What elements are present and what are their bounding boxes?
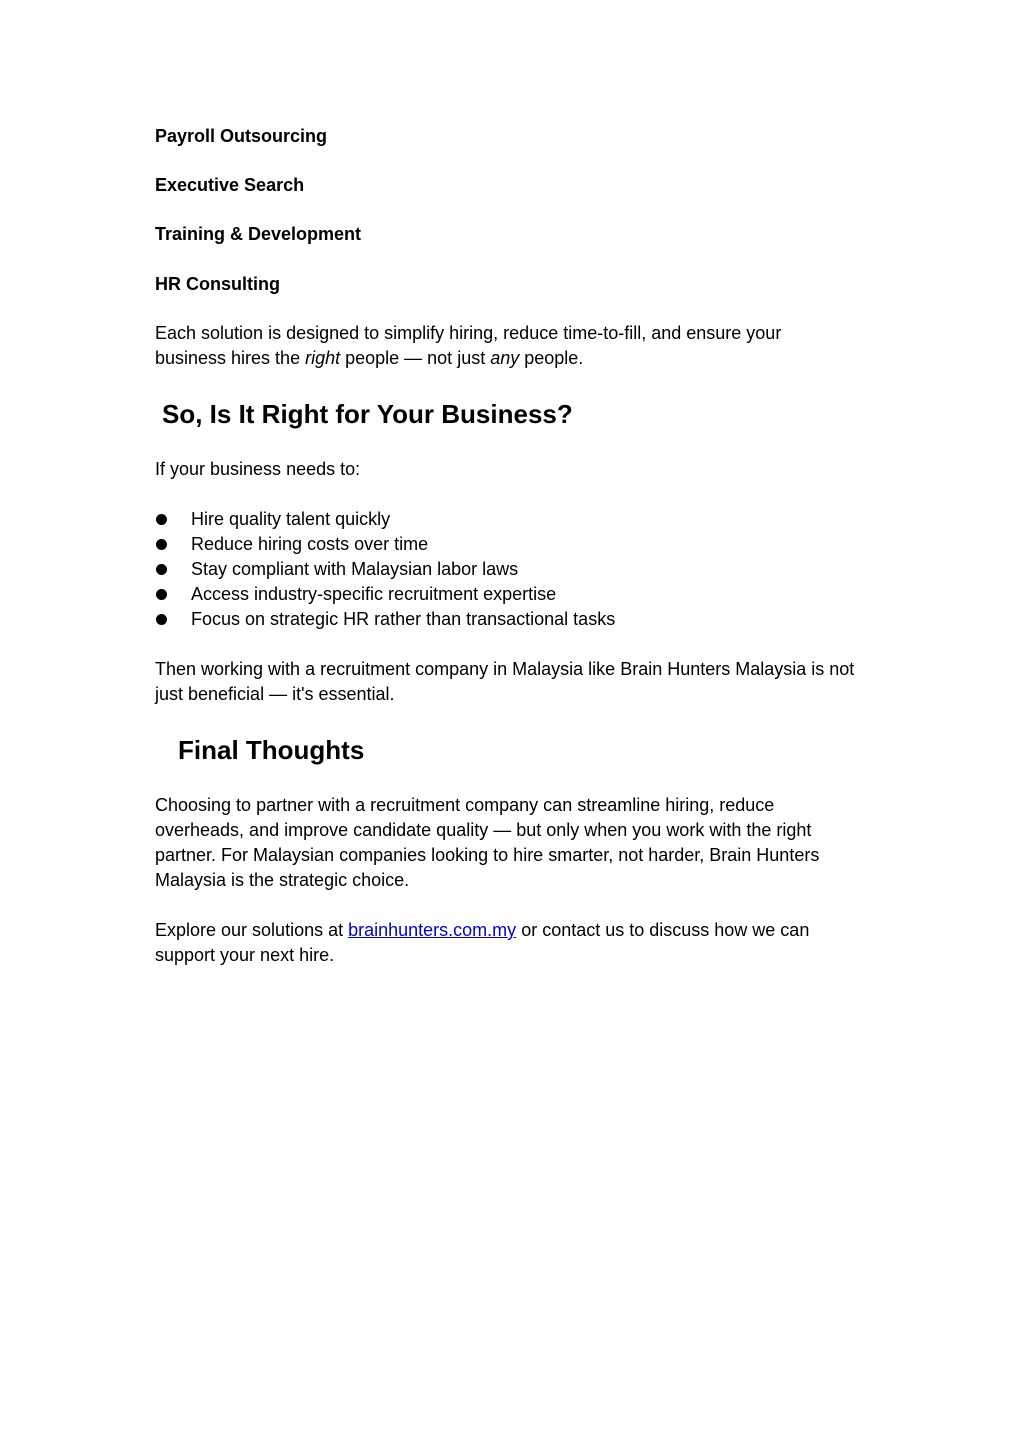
bullet-text: Stay compliant with Malaysian labor laws <box>191 559 519 579</box>
bullet-dot-icon <box>156 614 167 625</box>
list-item <box>155 532 615 557</box>
service-executive-search: Executive Search <box>155 175 305 195</box>
list-item <box>155 607 615 632</box>
intro-text-1: Each solution is designed to simplify hiring, reduce time-to-fill, and ensure your business hires the <box>155 323 782 368</box>
needs-lead-text: If your business needs to: <box>155 459 361 479</box>
intro-emphasis-right: right <box>305 348 341 368</box>
bullet-dot-icon <box>156 539 167 550</box>
bullet-text: Access industry-specific recruitment expertise <box>191 584 557 604</box>
intro-text-3: people. <box>519 348 584 368</box>
bullet-dot-icon <box>156 564 167 575</box>
intro-emphasis-any: any <box>490 348 520 368</box>
brainhunters-link[interactable]: brainhunters.com.my <box>348 920 517 940</box>
section-heading-right-for-business: So, Is It Right for Your Business? <box>162 399 573 429</box>
section-heading-final-thoughts: Final Thoughts <box>178 735 365 765</box>
bullet-dot-icon <box>156 589 167 600</box>
list-item <box>155 507 615 532</box>
list-item <box>155 557 615 582</box>
conclusion-paragraph: Then working with a recruitment company in Malaysia like Brain Hunters Malaysia is not just beneficial — it's essential. <box>155 659 855 704</box>
intro-paragraph <box>155 321 845 371</box>
explore-text-before: Explore our solutions at <box>155 920 349 940</box>
bullet-text: Hire quality talent quickly <box>191 509 391 529</box>
bullet-dot-icon <box>156 514 167 525</box>
intro-text-2: people — not just <box>340 348 491 368</box>
needs-bullet-list <box>155 507 615 632</box>
service-hr-consulting: HR Consulting <box>155 274 280 294</box>
final-thoughts-paragraph: Choosing to partner with a recruitment company can streamline hiring, reduce overheads, and improve candidate quality — but only when you work with the right partner. For Malaysian companies looking to hire smarter, not harder, Brain Hunters Malaysia is the strategic choice. <box>155 795 820 890</box>
bullet-text: Reduce hiring costs over time <box>191 534 429 554</box>
service-training-development: Training & Development <box>155 224 362 244</box>
list-item <box>155 582 615 607</box>
bullet-text: Focus on strategic HR rather than transactional tasks <box>191 609 616 629</box>
explore-text-after: or contact us to discuss how we can support your next hire. <box>155 920 810 965</box>
service-payroll-outsourcing: Payroll Outsourcing <box>155 126 328 146</box>
explore-paragraph <box>155 918 855 968</box>
